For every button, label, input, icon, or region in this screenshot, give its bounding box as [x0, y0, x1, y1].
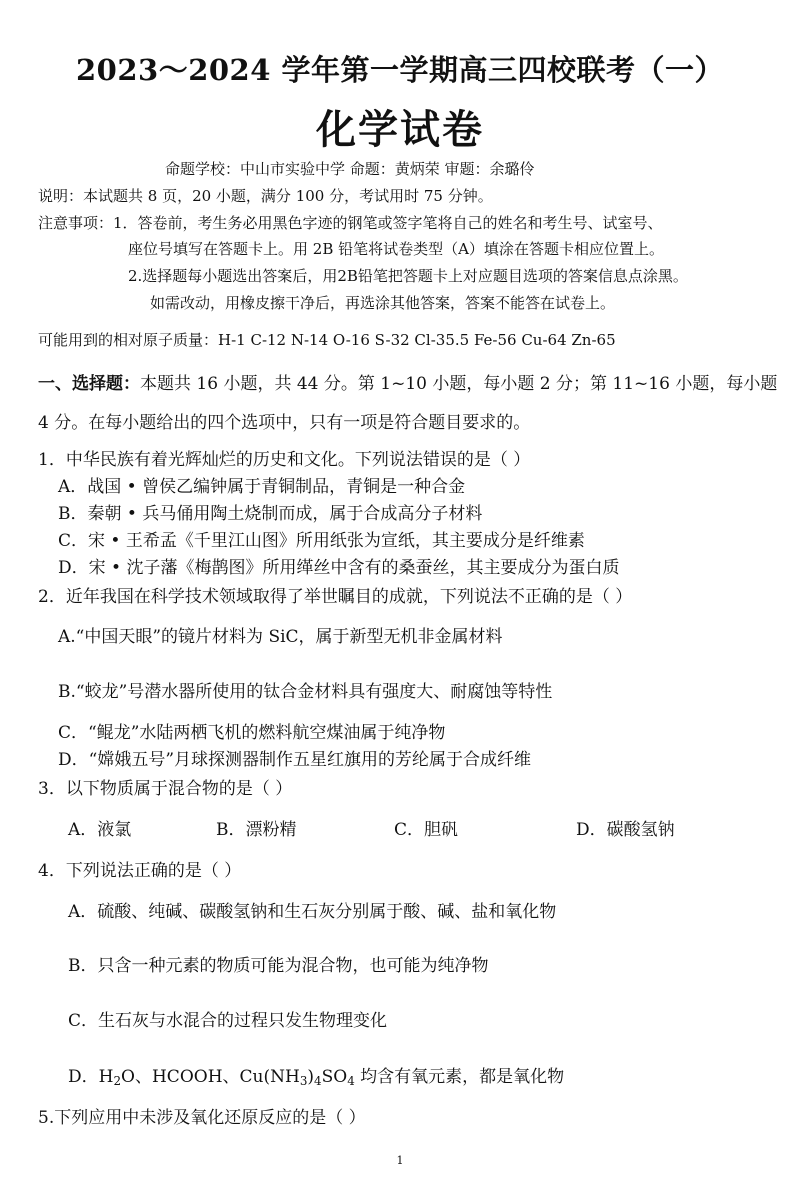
question-4-option-d: [68, 1062, 564, 1088]
question-3-option-b: B．漂粉精: [216, 820, 297, 840]
formula-sub-2: 2: [113, 1074, 122, 1088]
exam-title: 2023～2024 学年第一学期高三四校联考（一）: [75, 53, 725, 87]
question-1-option-c: C．宋 • 王希孟《千里江山图》所用纸张为宣纸，其主要成分是纤维素: [58, 531, 585, 551]
option-d-suffix: 均含有氧元素，都是氧化物: [354, 1067, 565, 1087]
attention-1b: 座位号填写在答题卡上。用 2B 铅笔将试卷类型（A）填涂在答题卡相应位置上。: [128, 240, 664, 258]
question-4-option-c: C．生石灰与水混合的过程只发生物理变化: [68, 1011, 388, 1031]
question-2-option-c: C．“鲲龙”水陆两栖飞机的燃料航空煤油属于纯净物: [58, 723, 446, 743]
attention-2a: 2.选择题每小题选出答案后，用2B铅笔把答题卡上对应题目选项的答案信息点涂黑。: [128, 267, 688, 285]
subject-title: 化学试卷: [316, 106, 484, 153]
question-3-option-a: A．液氯: [68, 820, 132, 840]
question-4-option-a: A．硫酸、纯碱、碳酸氢钠和生石灰分别属于酸、碱、盐和氧化物: [68, 902, 557, 922]
question-4-option-b: B．只含一种元素的物质可能为混合物，也可能为纯净物: [68, 956, 489, 976]
section-label: 一、选择题：: [38, 374, 140, 394]
exam-note: 说明：本试题共 8 页，20 小题，满分 100 分，考试用时 75 分钟。: [38, 187, 493, 205]
attention-2b: 如需改动，用橡皮擦干净后，再选涂其他答案，答案不能答在试卷上。: [150, 294, 616, 312]
question-1-option-b: B．秦朝 • 兵马俑用陶土烧制而成，属于合成高分子材料: [58, 504, 483, 524]
section-desc-b: 4 分。在每小题给出的四个选项中，只有一项是符合题目要求的。: [38, 413, 531, 433]
attention-1a: 注意事项：1．答卷前，考生务必用黑色字迹的钢笔或签字笔将自己的姓名和考生号、试室号、: [38, 214, 663, 232]
formula-sub-4b: 4: [347, 1074, 355, 1088]
question-4-stem: 4．下列说法正确的是（ ）: [38, 861, 242, 881]
formula-sub-4a: 4: [314, 1074, 322, 1088]
atomic-masses: 可能用到的相对原子质量：H-1 C-12 N-14 O-16 S-32 Cl-35.5 Fe-56 Cu-64 Zn-65: [38, 331, 616, 349]
page-number: 1: [396, 1154, 404, 1167]
question-2-option-a: A.“中国天眼”的镜片材料为 SiC，属于新型无机非金属材料: [58, 627, 503, 647]
question-1-stem: 1．中华民族有着光辉灿烂的历史和文化。下列说法错误的是（ ）: [38, 450, 531, 470]
question-3-stem: 3．以下物质属于混合物的是（ ）: [38, 779, 293, 799]
author-line: 命题学校：中山市实验中学 命题：黄炳荣 审题：余璐伶: [165, 160, 535, 178]
question-5-stem: 5.下列应用中未涉及氧化还原反应的是（ ）: [38, 1108, 366, 1128]
formula-so: SO: [321, 1067, 348, 1087]
question-3-option-d: D．碳酸氢钠: [576, 820, 675, 840]
section-header: [38, 369, 777, 394]
formula-h: H: [98, 1067, 114, 1087]
question-2-option-d: D．“嫦娥五号”月球探测器制作五星红旗用的芳纶属于合成纤维: [58, 750, 532, 770]
formula-mid: O、HCOOH、Cu(NH: [121, 1067, 300, 1087]
formula-sub-3: 3: [299, 1074, 308, 1088]
section-desc-a: 本题共 16 小题，共 44 分。第 1~10 小题，每小题 2 分；第 11~16 小题，每小题: [140, 374, 778, 394]
question-3-option-c: C．胆矾: [394, 820, 459, 840]
formula-paren: ): [307, 1067, 315, 1087]
question-1-option-a: A．战国 • 曾侯乙编钟属于青铜制品，青铜是一种合金: [58, 477, 466, 497]
question-2-stem: 2．近年我国在科学技术领域取得了举世瞩目的成就，下列说法不正确的是（ ）: [38, 587, 633, 607]
question-1-option-d: D．宋 • 沈子藩《梅鹊图》所用缂丝中含有的桑蚕丝，其主要成分为蛋白质: [58, 558, 620, 578]
option-d-prefix: D．: [68, 1067, 99, 1087]
question-2-option-b: B.“蛟龙”号潜水器所使用的钛合金材料具有强度大、耐腐蚀等特性: [58, 682, 553, 702]
